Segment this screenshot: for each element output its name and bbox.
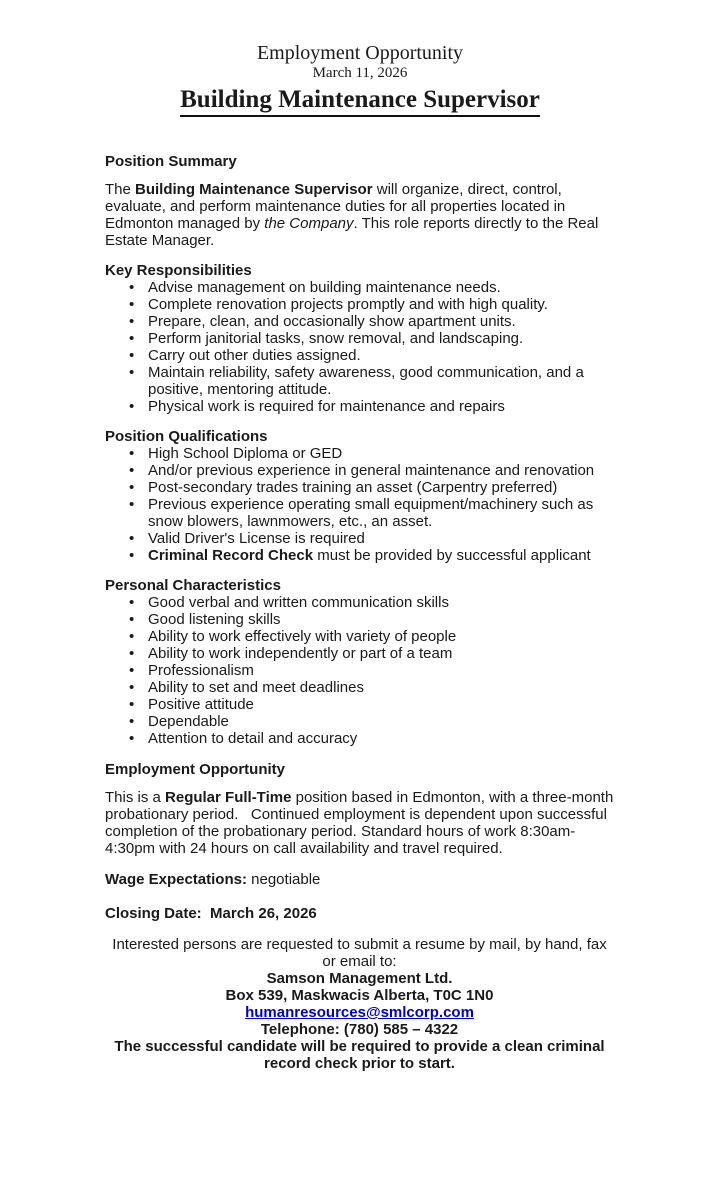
- job-title: [0, 85, 720, 117]
- wage-expectations-label: Wage Expectations:: [105, 871, 247, 888]
- text-segment: Building Maintenance Supervisor: [135, 181, 373, 198]
- text-segment: Criminal Record Check: [148, 547, 314, 564]
- personal-characteristics-heading: Personal Characteristics: [105, 577, 281, 594]
- text-segment: will organize, direct, control, evaluate, and perform maintenance duties for all properties located in Edmonton managed by: [105, 181, 566, 232]
- text-segment: must be provided by successful applicant: [313, 547, 591, 564]
- text-segment: High School Diploma or GED: [148, 445, 343, 462]
- company-address: Box 539, Maskwacis Alberta, T0C 1N0: [225, 987, 494, 1004]
- wage-expectations-value: negotiable: [246, 871, 321, 888]
- list-item: [105, 530, 614, 547]
- text-segment: the Company: [264, 215, 354, 232]
- closing-date-line: [105, 905, 614, 922]
- list-item: [105, 713, 614, 730]
- position-qualifications-list: [105, 445, 614, 564]
- criminal-check-note: The successful candidate will be required to provide a clean criminal record check prior to start.: [114, 1038, 605, 1072]
- section-key-responsibilities: [105, 262, 614, 415]
- apply-intro: Interested persons are requested to submit a resume by mail, by hand, fax or email to:: [112, 936, 607, 970]
- text-segment: This is a: [105, 789, 166, 806]
- list-item: [105, 330, 614, 347]
- personal-characteristics-list: [105, 594, 614, 747]
- list-item: [105, 462, 614, 479]
- text-segment: Dependable: [148, 713, 229, 730]
- section-employment-opportunity: [105, 761, 614, 857]
- closing-date-label: Closing Date:: [105, 905, 202, 922]
- document-date: March 11, 2026: [312, 65, 408, 81]
- text-segment: position based in Edmonton, with a three-month probationary period. Continued employment is dependent upon successful completion of the probationary period. Standard hours of work 8:30am-4:30pm with 24 hours on call availability and travel required.: [105, 789, 614, 857]
- text-segment: Ability to set and meet deadlines: [148, 679, 364, 696]
- list-item: [105, 398, 614, 415]
- text-segment: Professionalism: [148, 662, 254, 679]
- text-segment: Valid Driver's License is required: [148, 530, 365, 547]
- list-item: [105, 445, 614, 462]
- text-segment: Complete renovation projects promptly and with high quality.: [148, 296, 548, 313]
- employment-opportunity-heading: Employment Opportunity: [105, 761, 285, 778]
- list-item: [105, 347, 614, 364]
- text-segment: Regular Full-Time: [165, 789, 292, 806]
- section-personal-characteristics: [105, 577, 614, 747]
- text-segment: Good verbal and written communication skills: [148, 594, 449, 611]
- list-item: [105, 645, 614, 662]
- list-item: [105, 662, 614, 679]
- document-body: [0, 153, 720, 1072]
- position-summary-paragraph: [105, 181, 614, 249]
- list-item: [105, 594, 614, 611]
- list-item: [105, 313, 614, 330]
- document-title: Employment Opportunity: [256, 42, 464, 64]
- list-item: [105, 479, 614, 496]
- list-item: [105, 696, 614, 713]
- text-segment: Positive attitude: [148, 696, 254, 713]
- list-item: [105, 611, 614, 628]
- email-link[interactable]: humanresources@smlcorp.com: [245, 1004, 474, 1021]
- list-item: [105, 547, 614, 564]
- text-segment: Maintain reliability, safety awareness, good communication, and a positive, mentoring attitude.: [148, 364, 584, 398]
- key-responsibilities-list: [105, 279, 614, 415]
- text-segment: . This role reports directly to the Real Estate Manager.: [105, 215, 599, 249]
- section-position-summary: [105, 153, 614, 249]
- text-segment: Good listening skills: [148, 611, 281, 628]
- list-item: [105, 279, 614, 296]
- list-item: [105, 496, 614, 530]
- list-item: [105, 679, 614, 696]
- text-segment: Perform janitorial tasks, snow removal, and landscaping.: [148, 330, 524, 347]
- text-segment: Carry out other duties assigned.: [148, 347, 361, 364]
- text-segment: And/or previous experience in general maintenance and renovation: [148, 462, 595, 479]
- text-segment: Prepare, clean, and occasionally show apartment units.: [148, 313, 516, 330]
- text-segment: Advise management on building maintenance needs.: [148, 279, 501, 296]
- list-item: [105, 730, 614, 747]
- position-summary-heading: Position Summary: [105, 153, 237, 170]
- company-name: Samson Management Ltd.: [266, 970, 453, 987]
- job-title-text: Building Maintenance Supervisor: [180, 85, 540, 117]
- wage-expectations-line: [105, 871, 614, 888]
- employment-opportunity-paragraph: [105, 789, 614, 857]
- list-item: [105, 628, 614, 645]
- closing-date-value: March 26, 2026: [201, 905, 317, 922]
- section-position-qualifications: [105, 428, 614, 564]
- text-segment: Attention to detail and accuracy: [148, 730, 358, 747]
- position-qualifications-heading: Position Qualifications: [105, 428, 268, 445]
- text-segment: Ability to work effectively with variety of people: [148, 628, 457, 645]
- text-segment: The: [105, 181, 136, 198]
- telephone-line: Telephone: (780) 585 – 4322: [260, 1021, 459, 1038]
- document-header: [0, 0, 720, 117]
- text-segment: Ability to work independently or part of a team: [148, 645, 453, 662]
- text-segment: Physical work is required for maintenance and repairs: [148, 398, 505, 415]
- list-item: [105, 296, 614, 313]
- text-segment: Previous experience operating small equipment/machinery such as snow blowers, lawnmowers, etc., an asset.: [148, 496, 594, 530]
- apply-contact-block: [105, 970, 614, 1072]
- email-line: [105, 1004, 614, 1021]
- text-segment: Post-secondary trades training an asset (Carpentry preferred): [148, 479, 558, 496]
- key-responsibilities-heading: Key Responsibilities: [105, 262, 252, 279]
- list-item: [105, 364, 614, 398]
